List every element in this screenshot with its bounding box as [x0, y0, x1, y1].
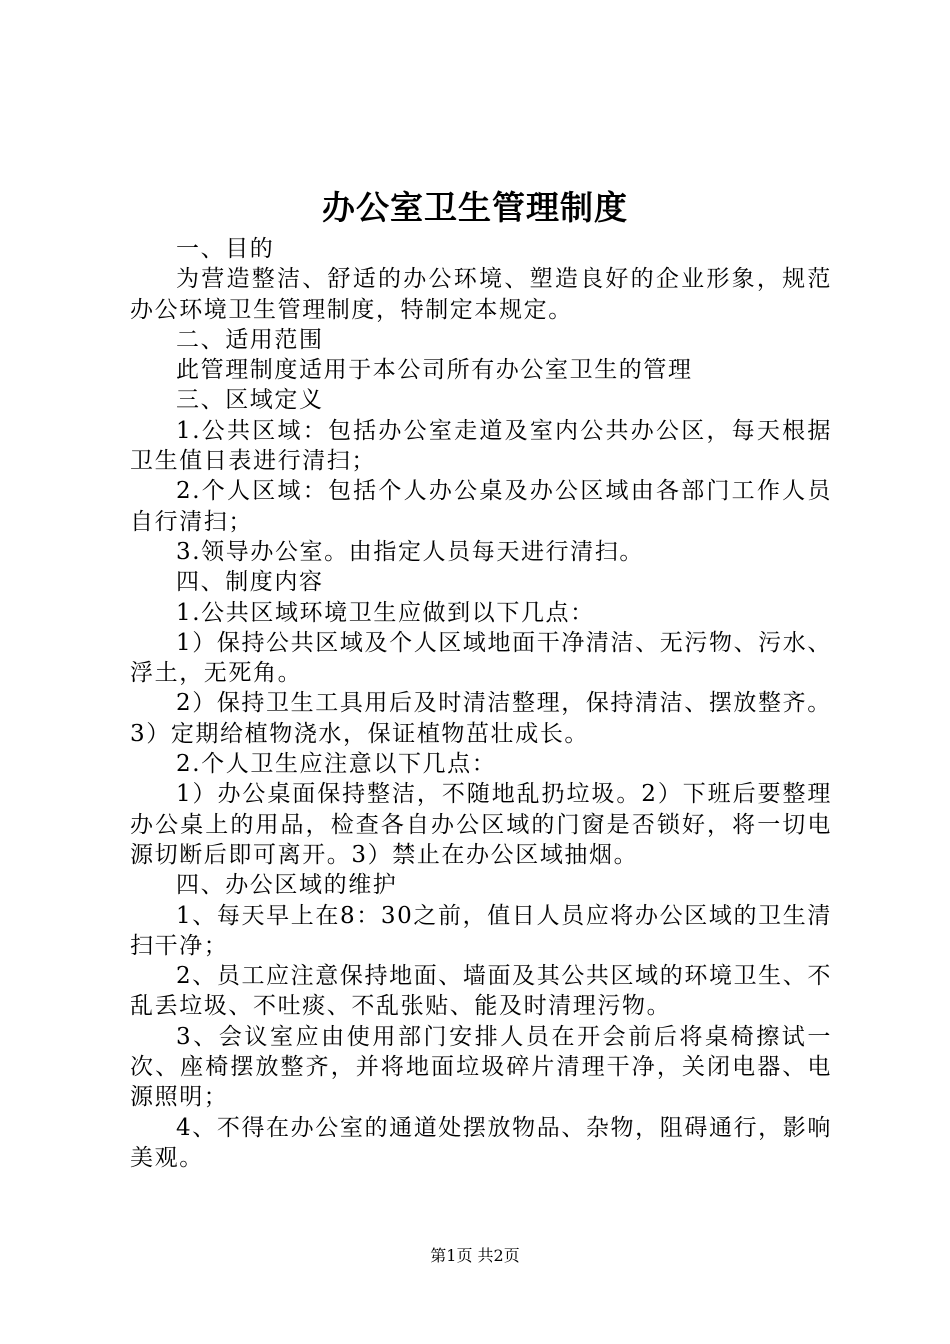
- paragraph: 1）保持公共区域及个人区域地面干净清洁、无污物、污水、浮土，无死角。: [130, 629, 832, 687]
- section-heading: 三、区域定义: [176, 387, 324, 414]
- paragraph: 1、每天早上在8：30之前，值日人员应将办公区域的卫生清扫干净；: [130, 902, 832, 959]
- section-heading: 一、目的: [176, 236, 275, 262]
- paragraph: 2.个人区域：包括个人办公桌及办公区域由各部门工作人员自行清扫；: [130, 478, 832, 535]
- paragraph: 1）办公桌面保持整洁，不随地乱扔垃圾。2）下班后要整理办公桌上的用品，检查各自办公区域的门窗是否锁好，将一切电源切断后即可离开。3）禁止在办公区域抽烟。: [130, 781, 832, 868]
- paragraph: 1.公共区域：包括办公室走道及室内公共办公区，每天根据卫生值日表进行清扫；: [130, 417, 832, 475]
- paragraph: 3）定期给植物浇水，保证植物茁壮成长。: [130, 720, 590, 747]
- paragraph: 4、不得在办公室的通道处摆放物品、杂物，阻碍通行，影响美观。: [130, 1114, 832, 1171]
- paragraph: 1.公共区域环境卫生应做到以下几点：: [176, 599, 595, 626]
- paragraph: 2）保持卫生工具用后及时清洁整理，保持清洁、摆放整齐。: [176, 690, 832, 717]
- paragraph: 2、员工应注意保持地面、墙面及其公共区域的环境卫生、不乱丢垃圾、不吐痰、不乱张贴、能及时清理污物。: [130, 963, 832, 1020]
- section-heading: 四、制度内容: [176, 569, 324, 596]
- paragraph: 此管理制度适用于本公司所有办公室卫生的管理: [176, 357, 693, 384]
- page-number: 第1页 共2页: [430, 1246, 520, 1265]
- paragraph: 为营造整洁、舒适的办公环境、塑造良好的企业形象，规范办公环境卫生管理制度，特制定本规定。: [130, 266, 832, 323]
- document-body: [130, 234, 832, 1173]
- paragraph: 3、会议室应由使用部门安排人员在开会前后将桌椅擦试一次、座椅摆放整齐，并将地面垃圾碎片清理干净，关闭电器、电源照明；: [130, 1023, 832, 1111]
- section-heading: 四、办公区域的维护: [176, 872, 398, 899]
- section-heading: 二、适用范围: [176, 326, 324, 353]
- page-title: 办公室卫生管理制度: [322, 188, 628, 227]
- paragraph: 2.个人卫生应注意以下几点：: [176, 751, 497, 778]
- paragraph: 3.领导办公室。由指定人员每天进行清扫。: [176, 538, 644, 565]
